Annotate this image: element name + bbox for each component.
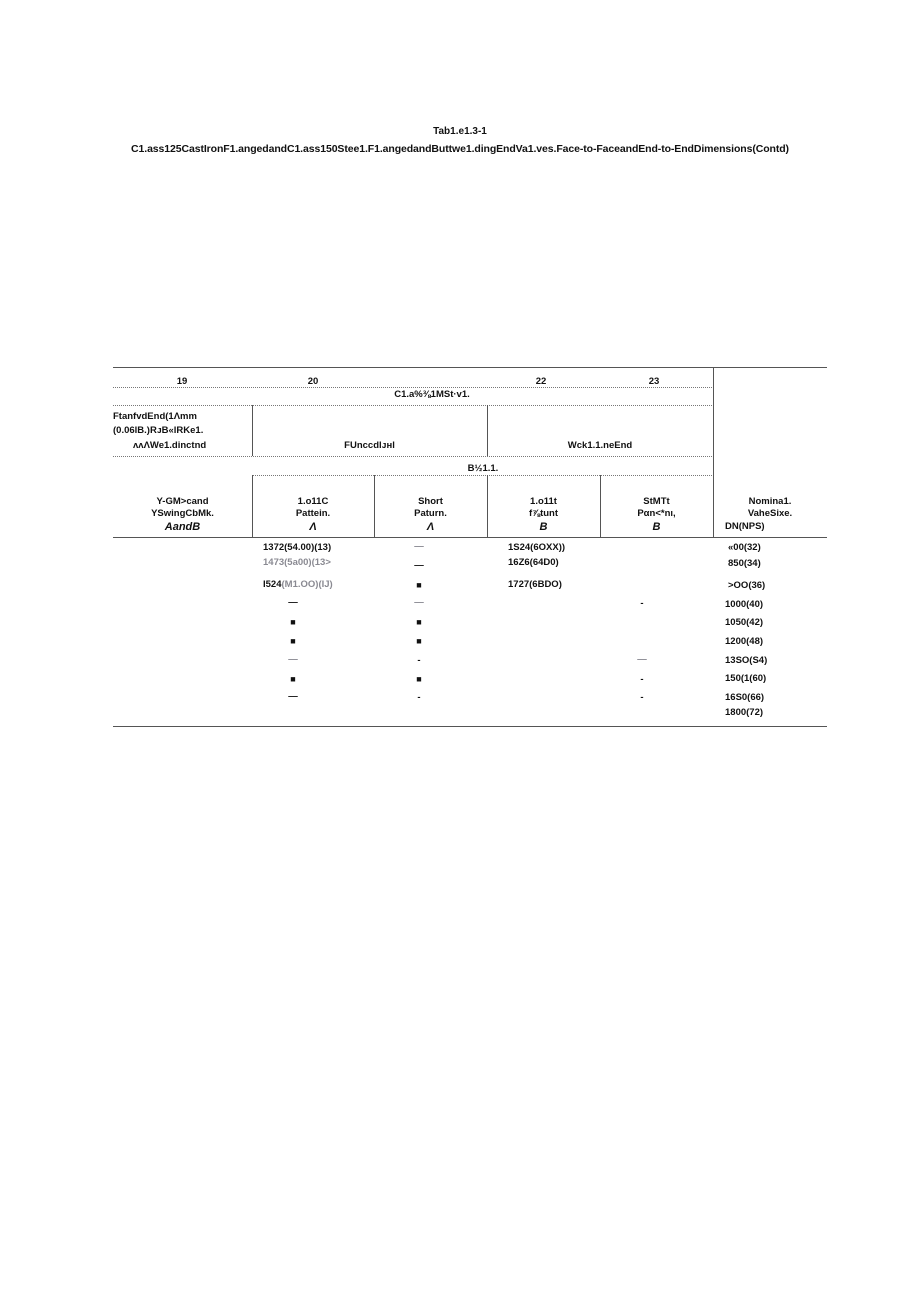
col-number: 19 <box>176 376 188 387</box>
table-cell: ■ <box>416 674 422 684</box>
table-cell: ■ <box>290 674 296 684</box>
table-cell: 1473(5a00)(13> <box>263 557 331 568</box>
table-cell: — <box>414 541 424 552</box>
table-cell: - <box>640 674 644 685</box>
table-cell: ■ <box>290 636 296 646</box>
col20-symbol: Λ <box>309 521 317 533</box>
cell-part: (M1.OO)(IJ) <box>281 579 333 590</box>
col23-subheader: StMTt <box>643 496 670 507</box>
table-cell: - <box>417 655 421 666</box>
table-cell: - <box>417 692 421 703</box>
table-cell: - <box>640 598 644 609</box>
table-cell: - <box>640 692 644 703</box>
table-cell: 150(1(60) <box>725 673 767 684</box>
table-cell: 1S24(6OXX)) <box>508 542 566 553</box>
col21-symbol: Λ <box>426 521 435 533</box>
col21-subheader: Paturn. <box>414 508 447 519</box>
table-cell: ■ <box>290 617 296 627</box>
col19-subheader: YSwingCbMk. <box>151 508 214 519</box>
col22-subheader: f⅞tunt <box>528 508 559 519</box>
rule <box>113 387 714 388</box>
cell-part: I524 <box>263 579 282 590</box>
col19-header-line: (0.06lB.)RᴊB«lRKe1. <box>113 425 204 436</box>
col23-subheader: Pαn<*nı, <box>637 508 676 519</box>
table-cell: 1372(54.00)(13) <box>263 542 332 553</box>
table-number: Tab1.e1.3-1 <box>433 126 487 137</box>
table-cell: «00(32) <box>728 542 761 553</box>
flanged-end-header: FUnccdlᴊнl <box>344 440 395 451</box>
col19-header-line: ʌʌΛWe1.dinctnd <box>133 440 207 451</box>
welding-end-header: Wck1.1.neEnd <box>567 440 633 451</box>
table-cell: — <box>288 691 298 702</box>
table-cell: — <box>637 654 647 665</box>
col19-subheader: Y-GM>cand <box>156 496 209 507</box>
table-cell: 1000(40) <box>725 599 764 610</box>
rule <box>113 456 714 457</box>
table-cell: 1727(6BDO) <box>508 579 562 590</box>
table-cell: 13SO(S4) <box>725 655 768 666</box>
table-cell: ■ <box>416 636 422 646</box>
table-cell: — <box>288 597 298 608</box>
table-bottom-rule <box>113 726 827 727</box>
table-title: C1.ass125CastIronF1.angedandC1.ass150Stee1.F1.angedandButtwe1.dingEndVa1.ves.Face-to-FaceandEnd-to-EndDimensions(Contd) <box>131 143 789 155</box>
col23-symbol: B <box>652 521 661 533</box>
nominal-unit: DN(NPS) <box>725 521 765 532</box>
col20-subheader: 1.o11C <box>297 496 329 507</box>
table-cell: 16Z6(64D0) <box>508 557 559 568</box>
table-cell <box>263 579 333 590</box>
table-cell: 1050(42) <box>725 617 764 628</box>
col19-symbol: AandB <box>164 521 201 533</box>
table-cell: ■ <box>416 617 422 627</box>
table-cell: 850(34) <box>728 558 761 569</box>
table-cell: 16S0(66) <box>725 692 765 703</box>
table-cell: — <box>414 560 424 571</box>
table-cell: — <box>288 654 298 665</box>
col-number: 20 <box>307 376 319 387</box>
rule <box>252 475 714 476</box>
sub-header: B½1.1. <box>467 463 499 474</box>
col20-subheader: Pattein. <box>295 508 331 519</box>
rule <box>113 405 714 406</box>
table-cell: ■ <box>416 580 422 590</box>
col21-subheader: Short <box>418 496 443 507</box>
table-top-rule <box>113 367 827 368</box>
nominal-subheader: Nomina1. <box>748 496 792 507</box>
col22-subheader: 1.o11t <box>530 496 557 507</box>
col-number: 22 <box>535 376 547 387</box>
table-cell: — <box>414 597 424 608</box>
table-cell: 1200(48) <box>725 636 764 647</box>
nominal-subheader: VaheSixe. <box>747 508 793 519</box>
table-cell: >OO(36) <box>728 580 766 591</box>
col-number: 23 <box>648 376 660 387</box>
class-header: C1.a%⅜1MSt·v1. <box>394 389 470 400</box>
table-cell: 1800(72) <box>725 707 764 718</box>
col22-symbol: B <box>539 521 548 533</box>
header-bottom-rule <box>113 537 827 538</box>
col19-header-line: FtanfvdEnd(1Λmm <box>113 411 197 422</box>
